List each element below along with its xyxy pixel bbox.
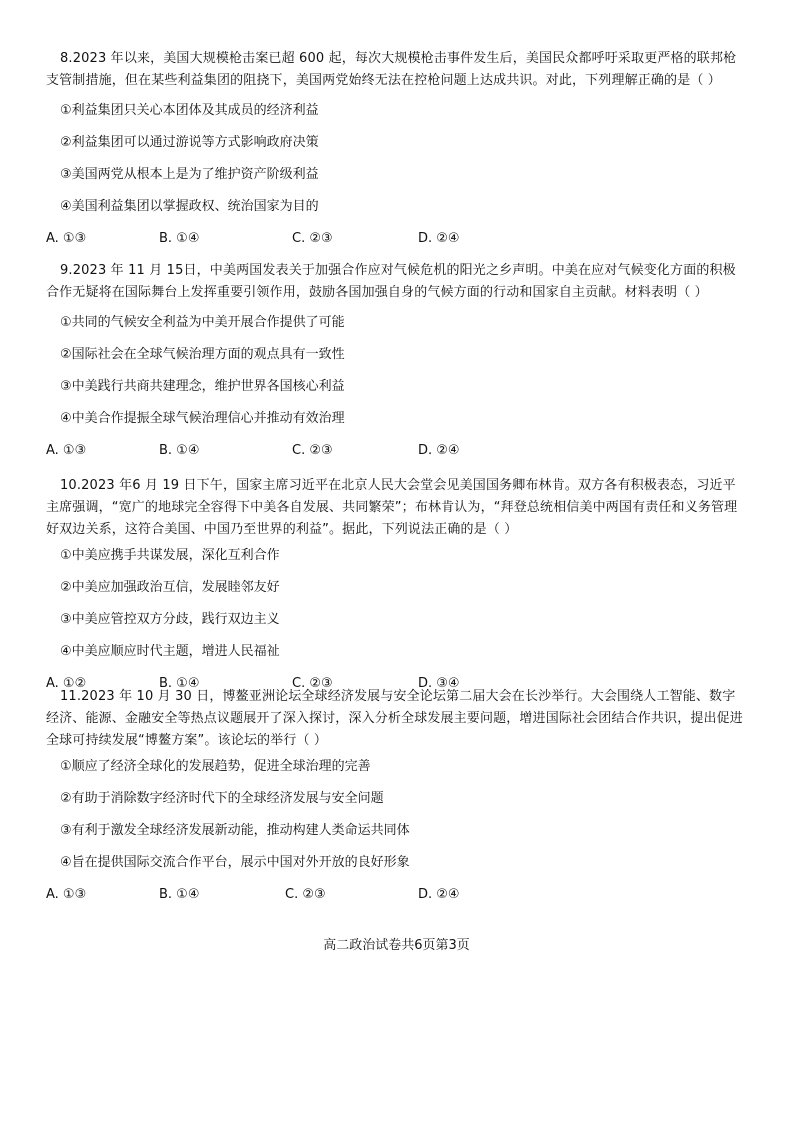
option-1: ①中美应携手共谋发展，深化互利合作 <box>60 548 280 563</box>
option-1: ①共同的气候安全利益为中美开展合作提供了可能 <box>60 315 345 330</box>
option-4: ④中美合作提振全球气候治理信心并推动有效治理 <box>60 411 345 426</box>
answer-choices <box>46 228 746 250</box>
choice-b: B. ①④ <box>159 887 200 902</box>
choice-b: B. ①④ <box>159 443 200 458</box>
choice-b: B. ①④ <box>159 231 200 246</box>
answer-choices <box>46 884 746 906</box>
option-1: ①顺应了经济全球化的发展趋势，促进全球治理的完善 <box>60 759 371 774</box>
option-1: ①利益集团只关心本团体及其成员的经济利益 <box>60 103 319 118</box>
choice-a: A. ①③ <box>46 443 87 458</box>
option-2: ②利益集团可以通过游说等方式影响政府决策 <box>60 135 319 150</box>
question-11 <box>46 686 746 906</box>
choice-d: D. ②④ <box>418 443 460 458</box>
answer-choices <box>46 440 746 462</box>
option-4: ④旨在提供国际交流合作平台，展示中国对外开放的良好形象 <box>60 855 410 870</box>
question-9 <box>46 260 746 462</box>
choice-a: A. ①③ <box>46 231 87 246</box>
option-4: ④美国利益集团以掌握政权、统治国家为目的 <box>60 199 319 214</box>
choice-d: D. ②④ <box>418 231 460 246</box>
option-4: ④中美应顺应时代主题，增进人民福祉 <box>60 644 280 659</box>
choice-c: C. ②③ <box>292 231 333 246</box>
choice-b: B. ①④ <box>159 676 200 691</box>
option-2: ②中美应加强政治互信，发展睦邻友好 <box>60 580 280 595</box>
option-2: ②国际社会在全球气候治理方面的观点具有一致性 <box>60 347 345 362</box>
option-3: ③有利于激发全球经济发展新动能，推动构建人类命运共同体 <box>60 823 410 838</box>
choice-a: A. ①② <box>46 676 87 691</box>
option-3: ③美国两党从根本上是为了维护资产阶级利益 <box>60 167 319 182</box>
question-stem: 8.2023 年以来，美国大规模枪击案已超 600 起，每次大规模枪击事件发生后，美国民众都呼吁采取更严格的联邦枪支管制措施，但在某些利益集团的阻挠下，美国两党始终无法在控枪问题上达成共识。对此，下列理解正确的是（ ） <box>46 51 737 88</box>
question-stem: 9.2023 年 11 月 15日，中美两国发表关于加强合作应对气候危机的阳光之乡声明。中美在应对气候变化方面的积极合作无疑将在国际舞台上发挥重要引领作用，鼓励各国加强自身的气候方面的行动和国家自主贡献。材料表明（ ） <box>46 263 736 300</box>
question-10 <box>46 475 746 695</box>
question-stem: 10.2023 年6 月 19 日下午，国家主席习近平在北京人民大会堂会见美国国务卿布林肯。双方各有积极表态，习近平主席强调，“宽广的地球完全容得下中美各自发展、共同繁荣”；布林肯认为，“拜登总统相信美中两国有责任和义务管理好双边关系，这符合美国、中国乃至世界的利益”。据此，下列说法正确的是（ ） <box>46 478 738 537</box>
choice-a: A. ①③ <box>46 887 87 902</box>
choice-c: C. ②③ <box>292 443 333 458</box>
choice-c: C. ②③ <box>285 887 326 902</box>
choice-c: C. ②③ <box>292 676 333 691</box>
question-stem: 11.2023 年 10 月 30 日，博鳌亚洲论坛全球经济发展与安全论坛第二届大会在长沙举行。大会围绕人工智能、数字经济、能源、金融安全等热点议题展开了深入探讨，深入分析全球发展主要问题，增进国际社会团结合作共识，提出促进全球可持续发展“博鳌方案”。该论坛的举行（ ） <box>46 689 743 748</box>
option-3: ③中美应管控双方分歧，践行双边主义 <box>60 612 280 627</box>
choice-d: D. ③④ <box>418 676 460 691</box>
option-3: ③中美践行共商共建理念，维护世界各国核心利益 <box>60 379 345 394</box>
question-8 <box>46 48 746 250</box>
option-2: ②有助于消除数字经济时代下的全球经济发展与安全问题 <box>60 791 384 806</box>
page-footer: 高二政治试卷共6页第3页 <box>323 938 470 953</box>
choice-d: D. ②④ <box>418 887 460 902</box>
